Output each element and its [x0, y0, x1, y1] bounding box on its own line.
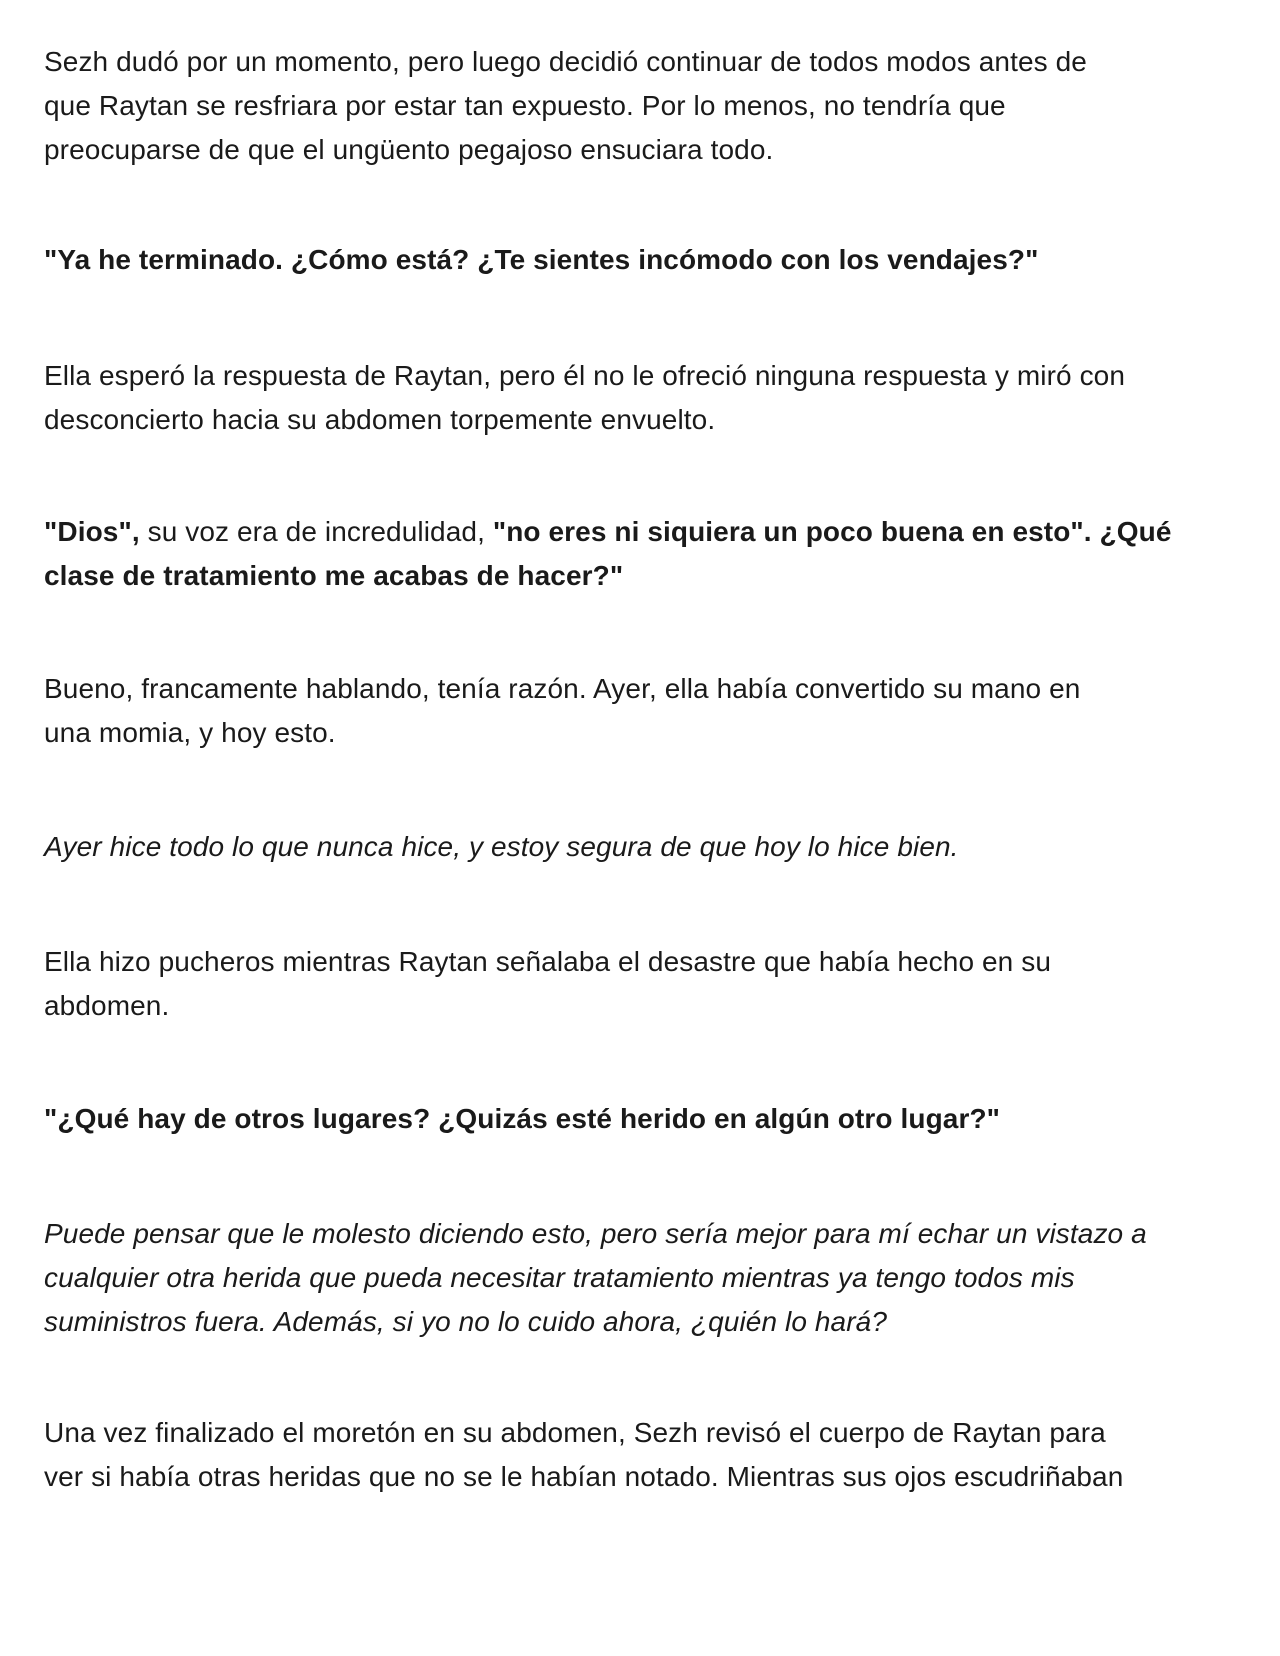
text-line: una momia, y hoy esto.: [44, 717, 336, 748]
text-line: clase de tratamiento me acabas de hacer?": [44, 560, 624, 591]
paragraph-6-thought: [44, 825, 1240, 869]
paragraph-2-dialogue: [44, 238, 1240, 282]
paragraph-1: [44, 40, 1240, 172]
text-line: Ella esperó la respuesta de Raytan, pero él no le ofreció ninguna respuesta y miró con: [44, 360, 1126, 391]
dialogue-fragment: "no eres ni siquiera un poco buena en esto". ¿Qué: [492, 516, 1172, 547]
narration-fragment: su voz era de incredulidad,: [139, 516, 493, 547]
text-line: preocuparse de que el ungüento pegajoso ensuciara todo.: [44, 134, 774, 165]
paragraph-3: [44, 354, 1240, 442]
text-line: Ella hizo pucheros mientras Raytan señalaba el desastre que había hecho en su: [44, 946, 1052, 977]
text-line: abdomen.: [44, 990, 170, 1021]
paragraph-7: [44, 940, 1240, 1028]
text-line: Una vez finalizado el moretón en su abdomen, Sezh revisó el cuerpo de Raytan para: [44, 1417, 1106, 1448]
paragraph-4-dialogue: [44, 510, 1240, 598]
text-line: que Raytan se resfriara por estar tan expuesto. Por lo menos, no tendría que: [44, 90, 1006, 121]
dialogue-fragment: "Dios",: [44, 516, 140, 547]
text-line: [44, 510, 1240, 554]
text-line: Ayer hice todo lo que nunca hice, y estoy segura de que hoy lo hice bien.: [44, 831, 959, 862]
paragraph-8-dialogue: [44, 1097, 1240, 1141]
text-line: Sezh dudó por un momento, pero luego decidió continuar de todos modos antes de: [44, 46, 1087, 77]
paragraph-9-thought: [44, 1212, 1240, 1344]
paragraph-5: [44, 667, 1240, 755]
text-line: "Ya he terminado. ¿Cómo está? ¿Te sientes incómodo con los vendajes?": [44, 244, 1039, 275]
text-line: suministros fuera. Además, si yo no lo cuido ahora, ¿quién lo hará?: [44, 1306, 887, 1337]
text-line: ver si había otras heridas que no se le habían notado. Mientras sus ojos escudriñaban: [44, 1461, 1124, 1492]
text-line: Bueno, francamente hablando, tenía razón. Ayer, ella había convertido su mano en: [44, 673, 1081, 704]
paragraph-10: [44, 1411, 1240, 1499]
text-line: "¿Qué hay de otros lugares? ¿Quizás esté herido en algún otro lugar?": [44, 1103, 1001, 1134]
text-line: cualquier otra herida que pueda necesitar tratamiento mientras ya tengo todos mis: [44, 1262, 1075, 1293]
text-line: desconcierto hacia su abdomen torpemente envuelto.: [44, 404, 716, 435]
text-line: Puede pensar que le molesto diciendo esto, pero sería mejor para mí echar un vistazo a: [44, 1218, 1147, 1249]
